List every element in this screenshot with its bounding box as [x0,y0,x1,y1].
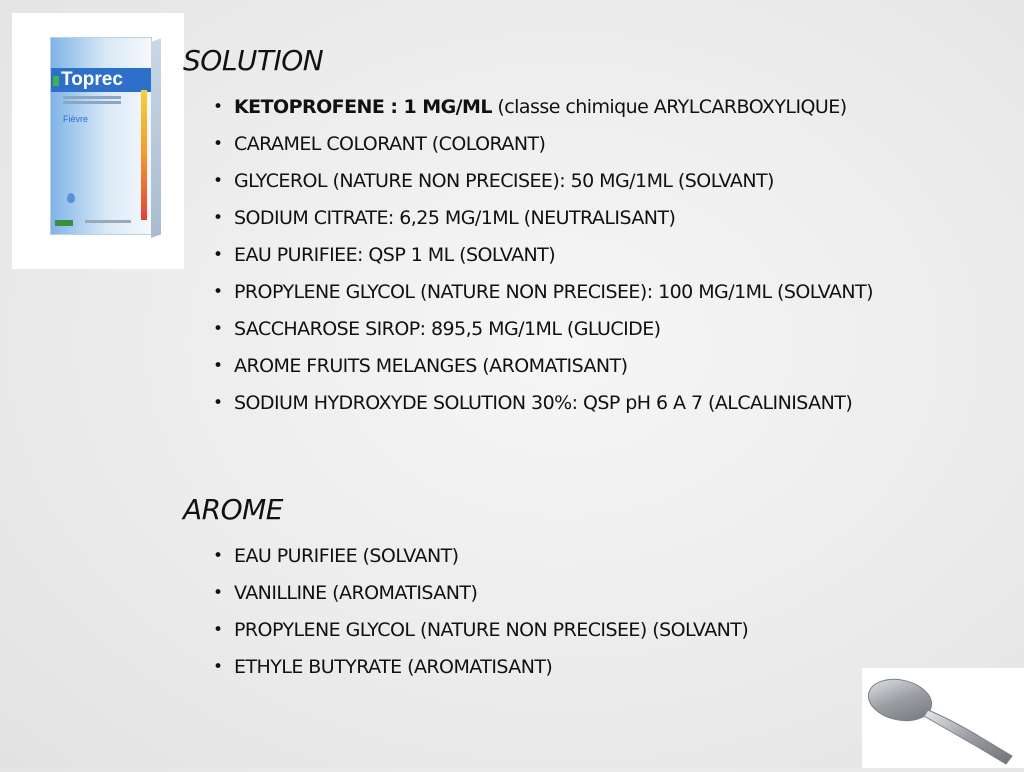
bullet-icon: • [213,319,223,339]
bullet-icon: • [213,620,223,640]
list-item [213,615,973,645]
medicine-box [50,37,152,235]
item-text: SODIUM CITRATE: 6,25 MG/1ML (NEUTRALISANT) [234,207,676,229]
item-text: (classe chimique ARYLCARBOXYLIQUE) [491,96,847,118]
section-title-solution: SOLUTION [183,44,324,77]
bullet-icon: • [213,208,223,228]
box-brand-mark [53,76,59,86]
bullet-icon: • [213,583,223,603]
bullet-icon: • [213,356,223,376]
list-item [213,166,973,196]
list-item [213,314,973,344]
item-text: GLYCEROL (NATURE NON PRECISEE): 50 MG/1ML (SOLVANT) [234,170,774,192]
bullet-icon: • [213,97,223,117]
spoon-image [862,668,1024,768]
item-bold-text: KETOPROFENE : 1 MG/ML [234,96,492,118]
bullet-icon: • [213,282,223,302]
list-item [213,578,973,608]
item-text: VANILLINE (AROMATISANT) [234,582,478,604]
item-text: EAU PURIFIEE: QSP 1 ML (SOLVANT) [234,244,556,266]
list-item [213,203,973,233]
list-item [213,541,973,571]
box-logo [55,220,73,226]
spoon-icon [862,668,1024,768]
item-text: EAU PURIFIEE (SOLVANT) [234,545,459,567]
bullet-icon: • [213,657,223,677]
list-item [213,351,973,381]
item-text: SACCHAROSE SIROP: 895,5 MG/1ML (GLUCIDE) [234,318,661,340]
bullet-icon: • [213,245,223,265]
list-item [213,652,973,682]
list-item [213,277,973,307]
arome-list [213,541,973,689]
box-side [151,38,161,238]
bullet-icon: • [213,171,223,191]
list-item [213,388,973,418]
bullet-icon: • [213,134,223,154]
item-text: AROME FRUITS MELANGES (AROMATISANT) [234,355,628,377]
box-subtext [63,96,121,99]
item-text: ETHYLE BUTYRATE (AROMATISANT) [234,656,553,678]
product-box-image [12,13,184,269]
solution-list [213,92,973,425]
box-label-text: Fièvre [63,114,89,124]
item-text: SODIUM HYDROXYDE SOLUTION 30%: QSP pH 6 A 7 (ALCALINISANT) [234,392,853,414]
drop-icon [67,193,75,203]
list-item [213,240,973,270]
bullet-icon: • [213,546,223,566]
item-text: PROPYLENE GLYCOL (NATURE NON PRECISEE) (SOLVANT) [234,619,749,641]
item-text: CARAMEL COLORANT (COLORANT) [234,133,546,155]
list-item [213,92,973,122]
box-brand-text: Toprec [61,69,123,90]
list-item [213,129,973,159]
section-title-arome: AROME [183,493,283,526]
box-color-stripe [141,90,147,220]
box-footer-text [85,220,131,223]
bullet-icon: • [213,393,223,413]
item-text: PROPYLENE GLYCOL (NATURE NON PRECISEE): 100 MG/1ML (SOLVANT) [234,281,873,303]
